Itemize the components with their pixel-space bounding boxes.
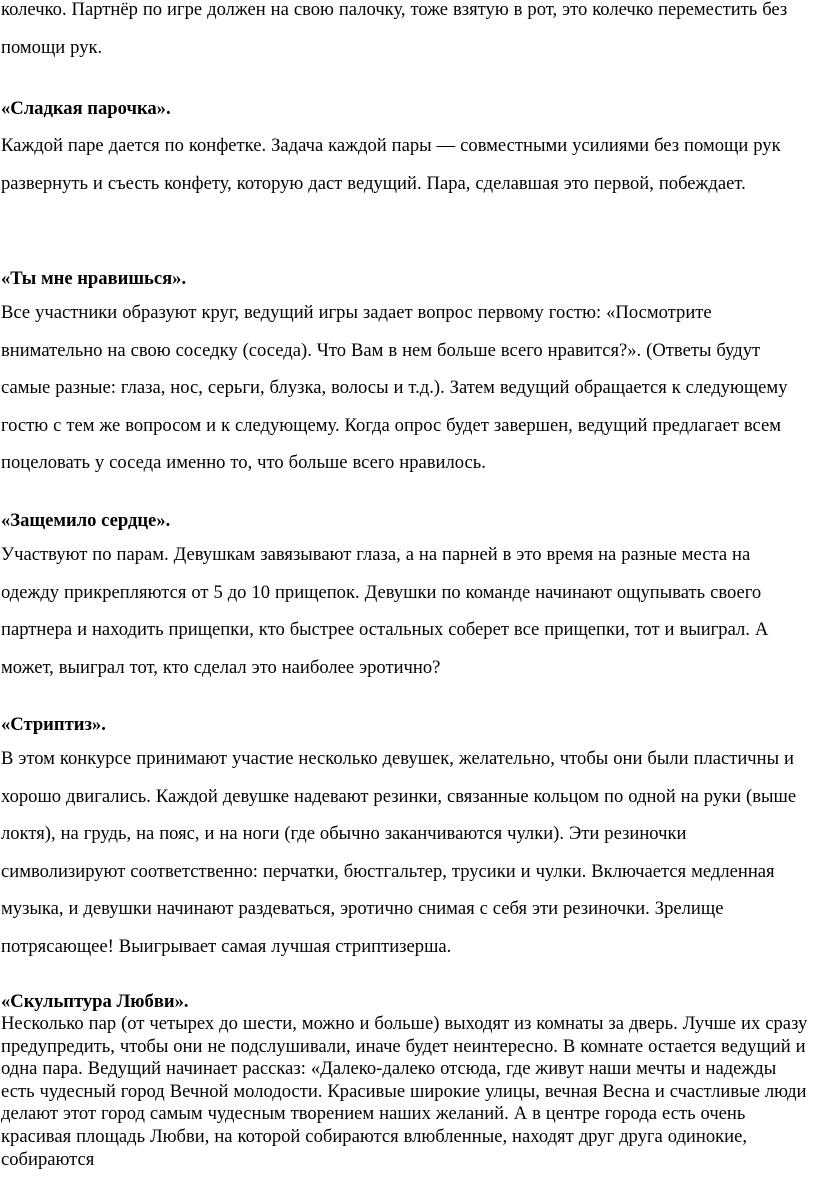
section-title-striptease: «Стриптиз». [1, 714, 106, 735]
section-title-sweet-couple: «Сладкая парочка». [1, 98, 171, 119]
section-title-love-sculpture: «Скульптура Любви». [1, 991, 189, 1012]
section-text-sweet-couple: Каждой паре дается по конфетке. Задача каждой пары — совместными усилиями без помощи рук развернуть и съесть конфету, которую даст ведущий. Пара, сделавшая это первой, побеждает. [1, 135, 781, 194]
section-text-heart-pinched: Участвуют по парам. Девушкам завязывают глаза, а на парней в это время на разные места на одежду прикрепляются от 5 до 10 прищепок. Девушки по команде начинают ощупывать своего партнера и находить прищепки, кто быстрее остальных соберет все прищепки, тот и выиграл. А может, выиграл тот, кто сделал это наиболее эротично? [1, 544, 769, 678]
section-title-heart-pinched: «Защемило сердце». [1, 510, 171, 531]
intro-paragraph: колечко. Партнёр по игре должен на свою палочку, тоже взятую в рот, это колечко переместить без помощи рук. [1, 0, 788, 58]
section-text-i-like-you: Все участники образуют круг, ведущий игры задает вопрос первому гостю: «Посмотрите внимательно на свою соседку (соседа). Что Вам в нем больше всего нравится?». (Ответы будут самые разные: глаза, нос, серьги, блузка, волосы и т.д.). Затем ведущий обращается к следующему гостю с тем же вопросом и к следующему. Когда опрос будет завершен, ведущий предлагает всем поцеловать у соседа именно то, что больше всего нравилось. [1, 302, 788, 474]
section-text-striptease: В этом конкурсе принимают участие несколько девушек, желательно, чтобы они были пластичны и хорошо двигались. Каждой девушке надевают резинки, связанные кольцом по одной на руки (выше локтя), на грудь, на пояс, и на ноги (где обычно заканчиваются чулки). Эти резиночки символизируют соответственно: перчатки, бюстгальтер, трусики и чулки. Включается медленная музыка, и девушки начинают раздеваться, эротично снимая с себя эти резиночки. Зрелище потрясающее! Выигрывает самая лучшая стриптизерша. [1, 748, 797, 957]
section-text-love-sculpture: Несколько пар (от четырех до шести, можно и больше) выходят из комнаты за дверь. Лучше их сразу предупредить, чтобы они не подслушивали, иначе будет неинтересно. В комнате остается ведущий и одна пара. Ведущий начинает рассказ: «Далеко-далеко отсюда, где живут наши мечты и надежды есть чудесный город Вечной молодости. Красивые широкие улицы, вечная Весна и счастливые люди делают этот город самым чудесным творением наших желаний. А в центре города есть очень красивая площадь Любви, на которой собираются влюбленные, находят друг друга одинокие, собираются [1, 1013, 808, 1170]
section-title-i-like-you: «Ты мне нравишься». [1, 268, 187, 289]
